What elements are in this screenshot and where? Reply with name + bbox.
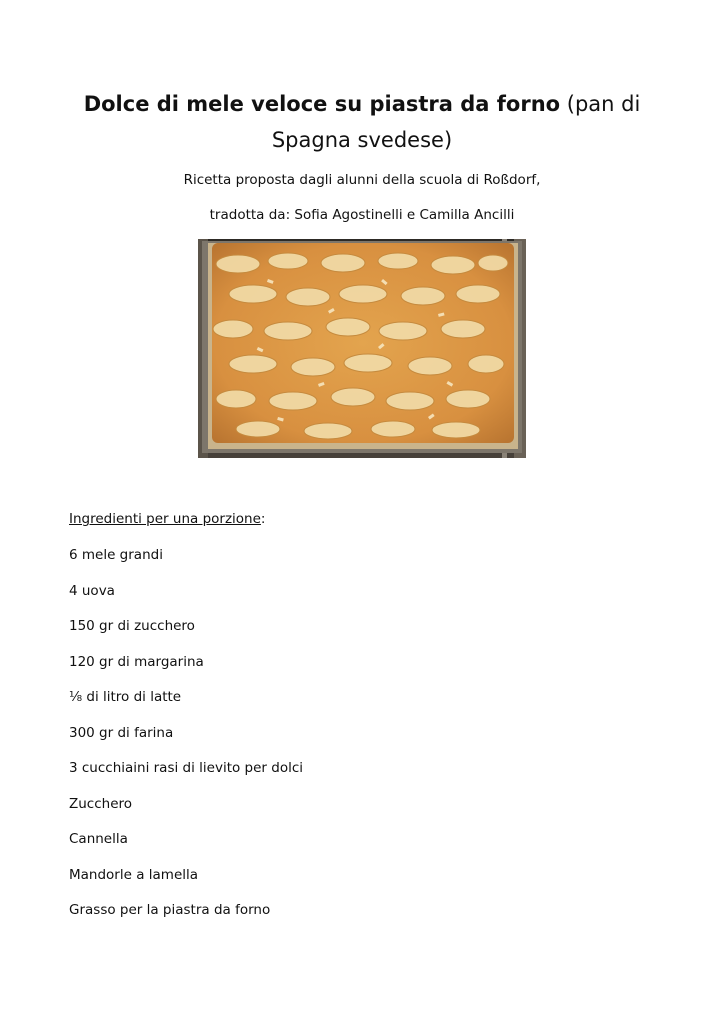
list-item: 300 gr di farina xyxy=(69,724,174,741)
list-item: ⅛ di litro di latte xyxy=(69,689,182,705)
list-item: Cannella xyxy=(69,831,128,847)
ingredients-heading-colon: : xyxy=(260,511,266,527)
byline-authors: Ricetta proposta dagli alunni della scuola di Roßdorf, xyxy=(183,172,541,188)
list-item: 4 uova xyxy=(69,582,115,599)
recipe-title xyxy=(60,86,664,158)
list-item: Mandorle a lamella xyxy=(69,866,199,883)
list-item: 120 gr di margarina xyxy=(69,653,204,670)
list-item: Zucchero xyxy=(69,795,133,812)
byline-translators: tradotta da: Sofia Agostinelli e Camilla Ancilli xyxy=(209,207,515,223)
ingredients-heading-text: Ingredienti per una porzione xyxy=(69,511,261,527)
ingredients-heading xyxy=(69,511,265,527)
recipe-title-main: Dolce di mele veloce su piastra da forno xyxy=(83,92,561,116)
recipe-title-subtitle: (pan di Spagna svedese) xyxy=(271,92,641,152)
list-item: 3 cucchiaini rasi di lievito per dolci xyxy=(69,760,304,776)
apple-cake-illustration xyxy=(198,239,526,458)
list-item: 6 mele grandi xyxy=(69,547,163,563)
ingredients-list xyxy=(69,546,303,937)
apple-cake-photo xyxy=(198,239,526,458)
list-item: Grasso per la piastra da forno xyxy=(69,902,271,918)
list-item: 150 gr di zucchero xyxy=(69,618,195,634)
